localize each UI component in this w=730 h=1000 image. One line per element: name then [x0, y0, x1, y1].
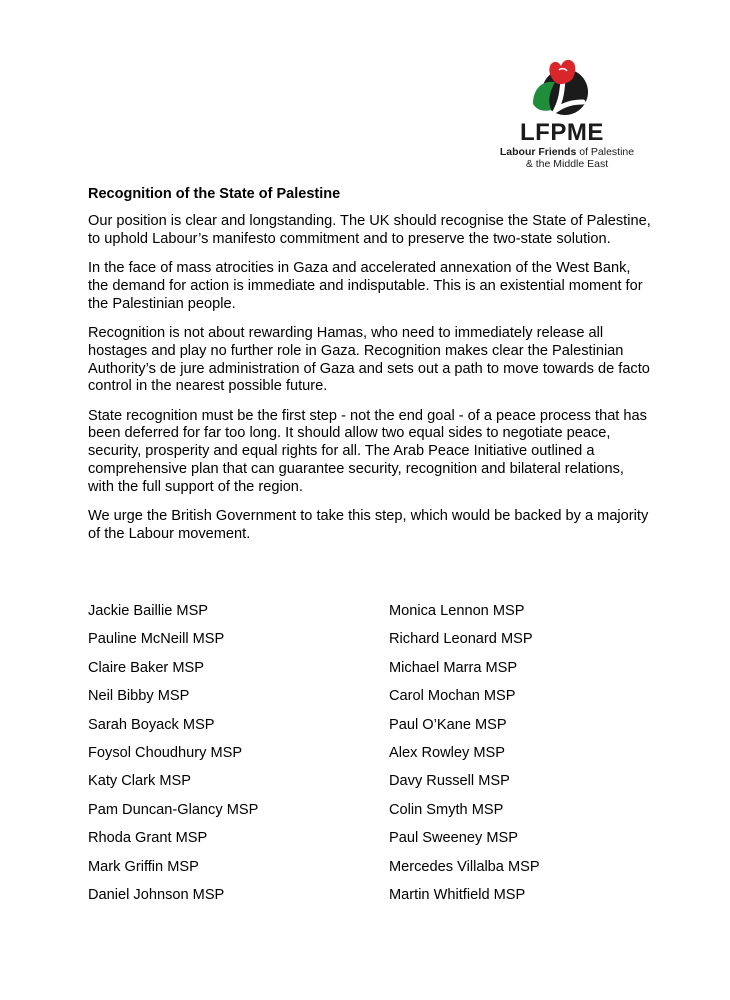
logo-name: LFPME: [520, 119, 604, 146]
signatory-name: Claire Baker MSP: [88, 659, 204, 676]
signatory-name: Paul O’Kane MSP: [389, 716, 507, 733]
signatory-name: Jackie Baillie MSP: [88, 603, 209, 619]
signatory-name: Pam Duncan-Glancy MSP: [88, 801, 259, 818]
signatory-name: Colin Smyth MSP: [389, 801, 504, 818]
signatory-name: Mark Griffin MSP: [88, 858, 199, 875]
logo-tagline: [494, 146, 640, 170]
signatory-name: Monica Lennon MSP: [389, 603, 525, 619]
signatory-name: Sarah Boyack MSP: [88, 716, 215, 733]
signatory-name: Michael Marra MSP: [389, 659, 518, 676]
signatory-name: Katy Clark MSP: [88, 773, 191, 790]
paragraph: State recognition must be the first step - not the end goal - of a peace process that has been deferred for far too long. It should allow two equal sides to negotiate peace, security, prosperity and equal rights for all. The Arab Peace Initiative outlined a comprehensive plan that can guarantee security, recognition and bilateral relations, with the full support of the region.: [88, 407, 647, 495]
signatory-name: Davy Russell MSP: [389, 773, 510, 790]
signatories-list: [88, 601, 648, 911]
signatory-name: Foysol Choudhury MSP: [88, 744, 243, 761]
signatory-name: Mercedes Villalba MSP: [389, 858, 540, 875]
signatory-name: Paul Sweeney MSP: [389, 830, 518, 847]
signatory-name: Martin Whitfield MSP: [389, 886, 526, 903]
logo-tagline-bold: Labour Friends: [499, 146, 577, 158]
signatories-column-right: [389, 601, 540, 913]
signatory-name: Pauline McNeill MSP: [88, 631, 225, 648]
logo-tagline-line2: & the Middle East: [525, 158, 609, 170]
paragraph: Our position is clear and longstanding. The UK should recognise the State of Palestine, to uphold Labour’s manifesto commitment and to preserve the two-state solution.: [88, 213, 651, 247]
poppy-flower-icon: [529, 58, 591, 118]
paragraph: We urge the British Government to take this step, which would be backed by a majority of the Labour movement.: [88, 508, 649, 542]
signatory-name: Daniel Johnson MSP: [88, 886, 225, 903]
document-title: Recognition of the State of Palestine: [88, 186, 341, 202]
logo-tagline-line1: [494, 146, 640, 158]
paragraph: Recognition is not about rewarding Hamas, who need to immediately release all hostages and play no further role in Gaza. Recognition makes clear the Palestinian Authority’s de jure administration of Gaza and sets out a path to move towards de facto control in the nearest possible future.: [88, 324, 650, 395]
signatory-name: Neil Bibby MSP: [88, 688, 190, 705]
signatory-name: Rhoda Grant MSP: [88, 830, 208, 847]
lfpme-logo: [492, 58, 642, 176]
signatories-column-left: [88, 601, 258, 913]
signatory-name: Carol Mochan MSP: [389, 688, 516, 705]
paragraph: In the face of mass atrocities in Gaza and accelerated annexation of the West Bank, the demand for action is immediate and indisputable. This is an existential moment for the Palestinian people.: [88, 260, 643, 312]
document-body: [88, 213, 653, 555]
logo-tagline-rest: of Palestine: [576, 146, 635, 158]
signatory-name: Richard Leonard MSP: [389, 631, 533, 648]
signatory-name: Alex Rowley MSP: [389, 744, 505, 761]
